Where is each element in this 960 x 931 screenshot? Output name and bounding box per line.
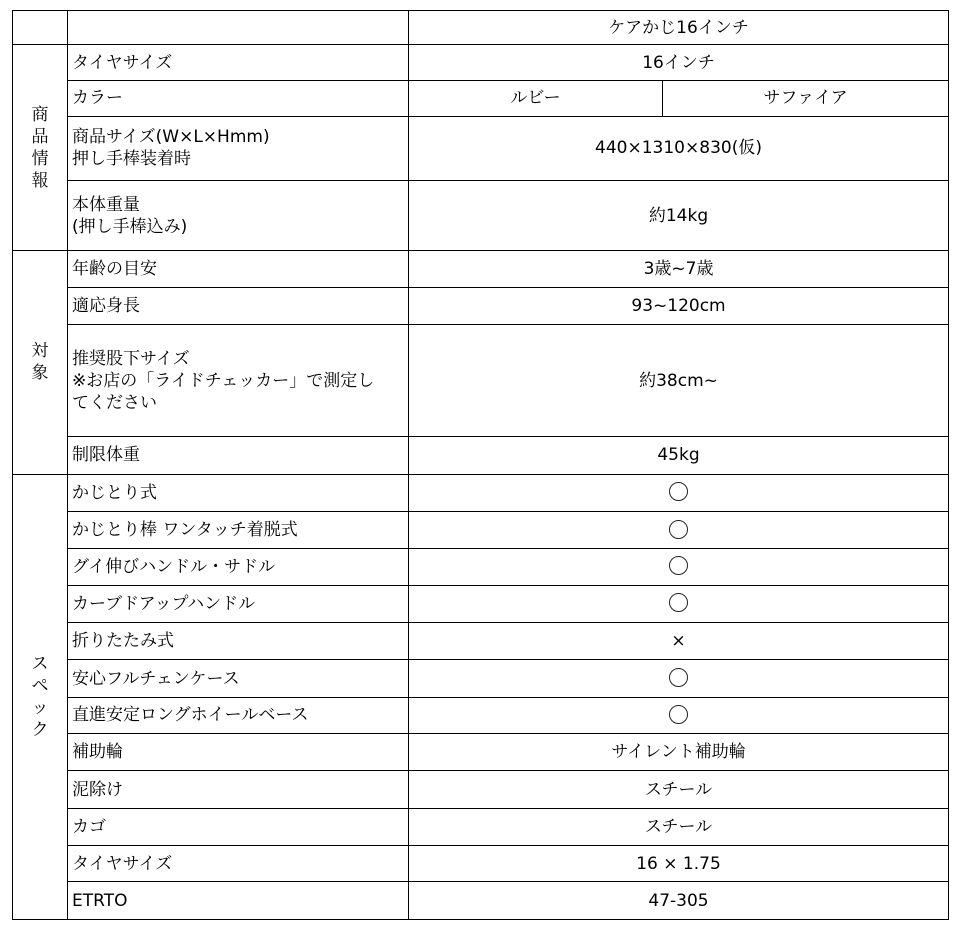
table-row: [13, 180, 949, 251]
row-label: かじとり式: [68, 474, 409, 511]
row-label: かじとり棒 ワンタッチ着脱式: [68, 511, 409, 548]
row-label: 補助輪: [68, 734, 409, 771]
row-value: 3歳~7歳: [409, 251, 949, 287]
section-label-info: 商 品 情 報: [31, 104, 49, 191]
table-row: [13, 882, 949, 920]
table-row: [13, 325, 949, 437]
table-row: [13, 771, 949, 808]
table-row: [13, 437, 949, 474]
corner-cell: [13, 11, 68, 45]
table-row: [13, 808, 949, 845]
row-label: 直進安定ロングホイールベース: [68, 697, 409, 733]
row-value: 16インチ: [409, 45, 949, 80]
section-label-target: 対 象: [31, 341, 49, 384]
row-label: カーブドアップハンドル: [68, 585, 409, 622]
table-row: [13, 697, 949, 733]
table-row: [13, 474, 949, 511]
row-value: 440×1310×830(仮): [409, 117, 949, 181]
section-label-spec: ス ペ ッ ク: [31, 653, 49, 740]
row-label: カラー: [68, 80, 409, 116]
row-value: 45kg: [409, 437, 949, 474]
table-row: [13, 45, 949, 80]
color-sapphire-cell: サファイア: [663, 80, 949, 116]
row-label: ETRTO: [68, 882, 409, 920]
row-label: 適応身長: [68, 287, 409, 324]
row-value: 約38cm~: [409, 325, 949, 437]
circle-mark-icon: [669, 705, 688, 724]
circle-mark-icon: [669, 520, 688, 539]
product-name-header: ケアかじ16インチ: [409, 11, 949, 45]
row-value: スチール: [409, 771, 949, 808]
row-value: 93~120cm: [409, 287, 949, 324]
circle-mark-icon: [669, 482, 688, 501]
row-value: 47-305: [409, 882, 949, 920]
table-row: [13, 117, 949, 181]
header-row: [13, 11, 949, 45]
row-label: カゴ: [68, 808, 409, 845]
table-row: [13, 511, 949, 548]
row-label: 商品サイズ(W×L×Hmm) 押し手棒装着時: [68, 117, 409, 181]
header-empty-cell: [68, 11, 409, 45]
row-value: 16 × 1.75: [409, 846, 949, 882]
row-value: スチール: [409, 808, 949, 845]
circle-mark-icon: [669, 668, 688, 687]
row-label: 推奨股下サイズ ※お店の「ライドチェッカー」で測定し てください: [68, 325, 409, 437]
table-row: [13, 622, 949, 659]
table-row: [13, 287, 949, 324]
table-row: [13, 80, 949, 116]
table-row: [13, 846, 949, 882]
table-row: [13, 660, 949, 697]
row-label: 制限体重: [68, 437, 409, 474]
row-label: グイ伸びハンドル・サドル: [68, 549, 409, 585]
row-label: タイヤサイズ: [68, 846, 409, 882]
circle-mark-icon: [669, 556, 688, 575]
table-row: [13, 585, 949, 622]
row-value: 約14kg: [409, 180, 949, 251]
row-label: 安心フルチェンケース: [68, 660, 409, 697]
color-ruby-cell: ルビー: [409, 80, 663, 116]
row-value: サイレント補助輪: [409, 734, 949, 771]
spec-table: [12, 10, 949, 920]
table-row: [13, 549, 949, 585]
row-label: 本体重量 (押し手棒込み): [68, 180, 409, 251]
cross-mark: ×: [409, 622, 949, 659]
row-label: 折りたたみ式: [68, 622, 409, 659]
table-row: [13, 734, 949, 771]
row-label: 年齢の目安: [68, 251, 409, 287]
circle-mark-icon: [669, 593, 688, 612]
row-label: 泥除け: [68, 771, 409, 808]
row-label: タイヤサイズ: [68, 45, 409, 80]
table-row: [13, 251, 949, 287]
